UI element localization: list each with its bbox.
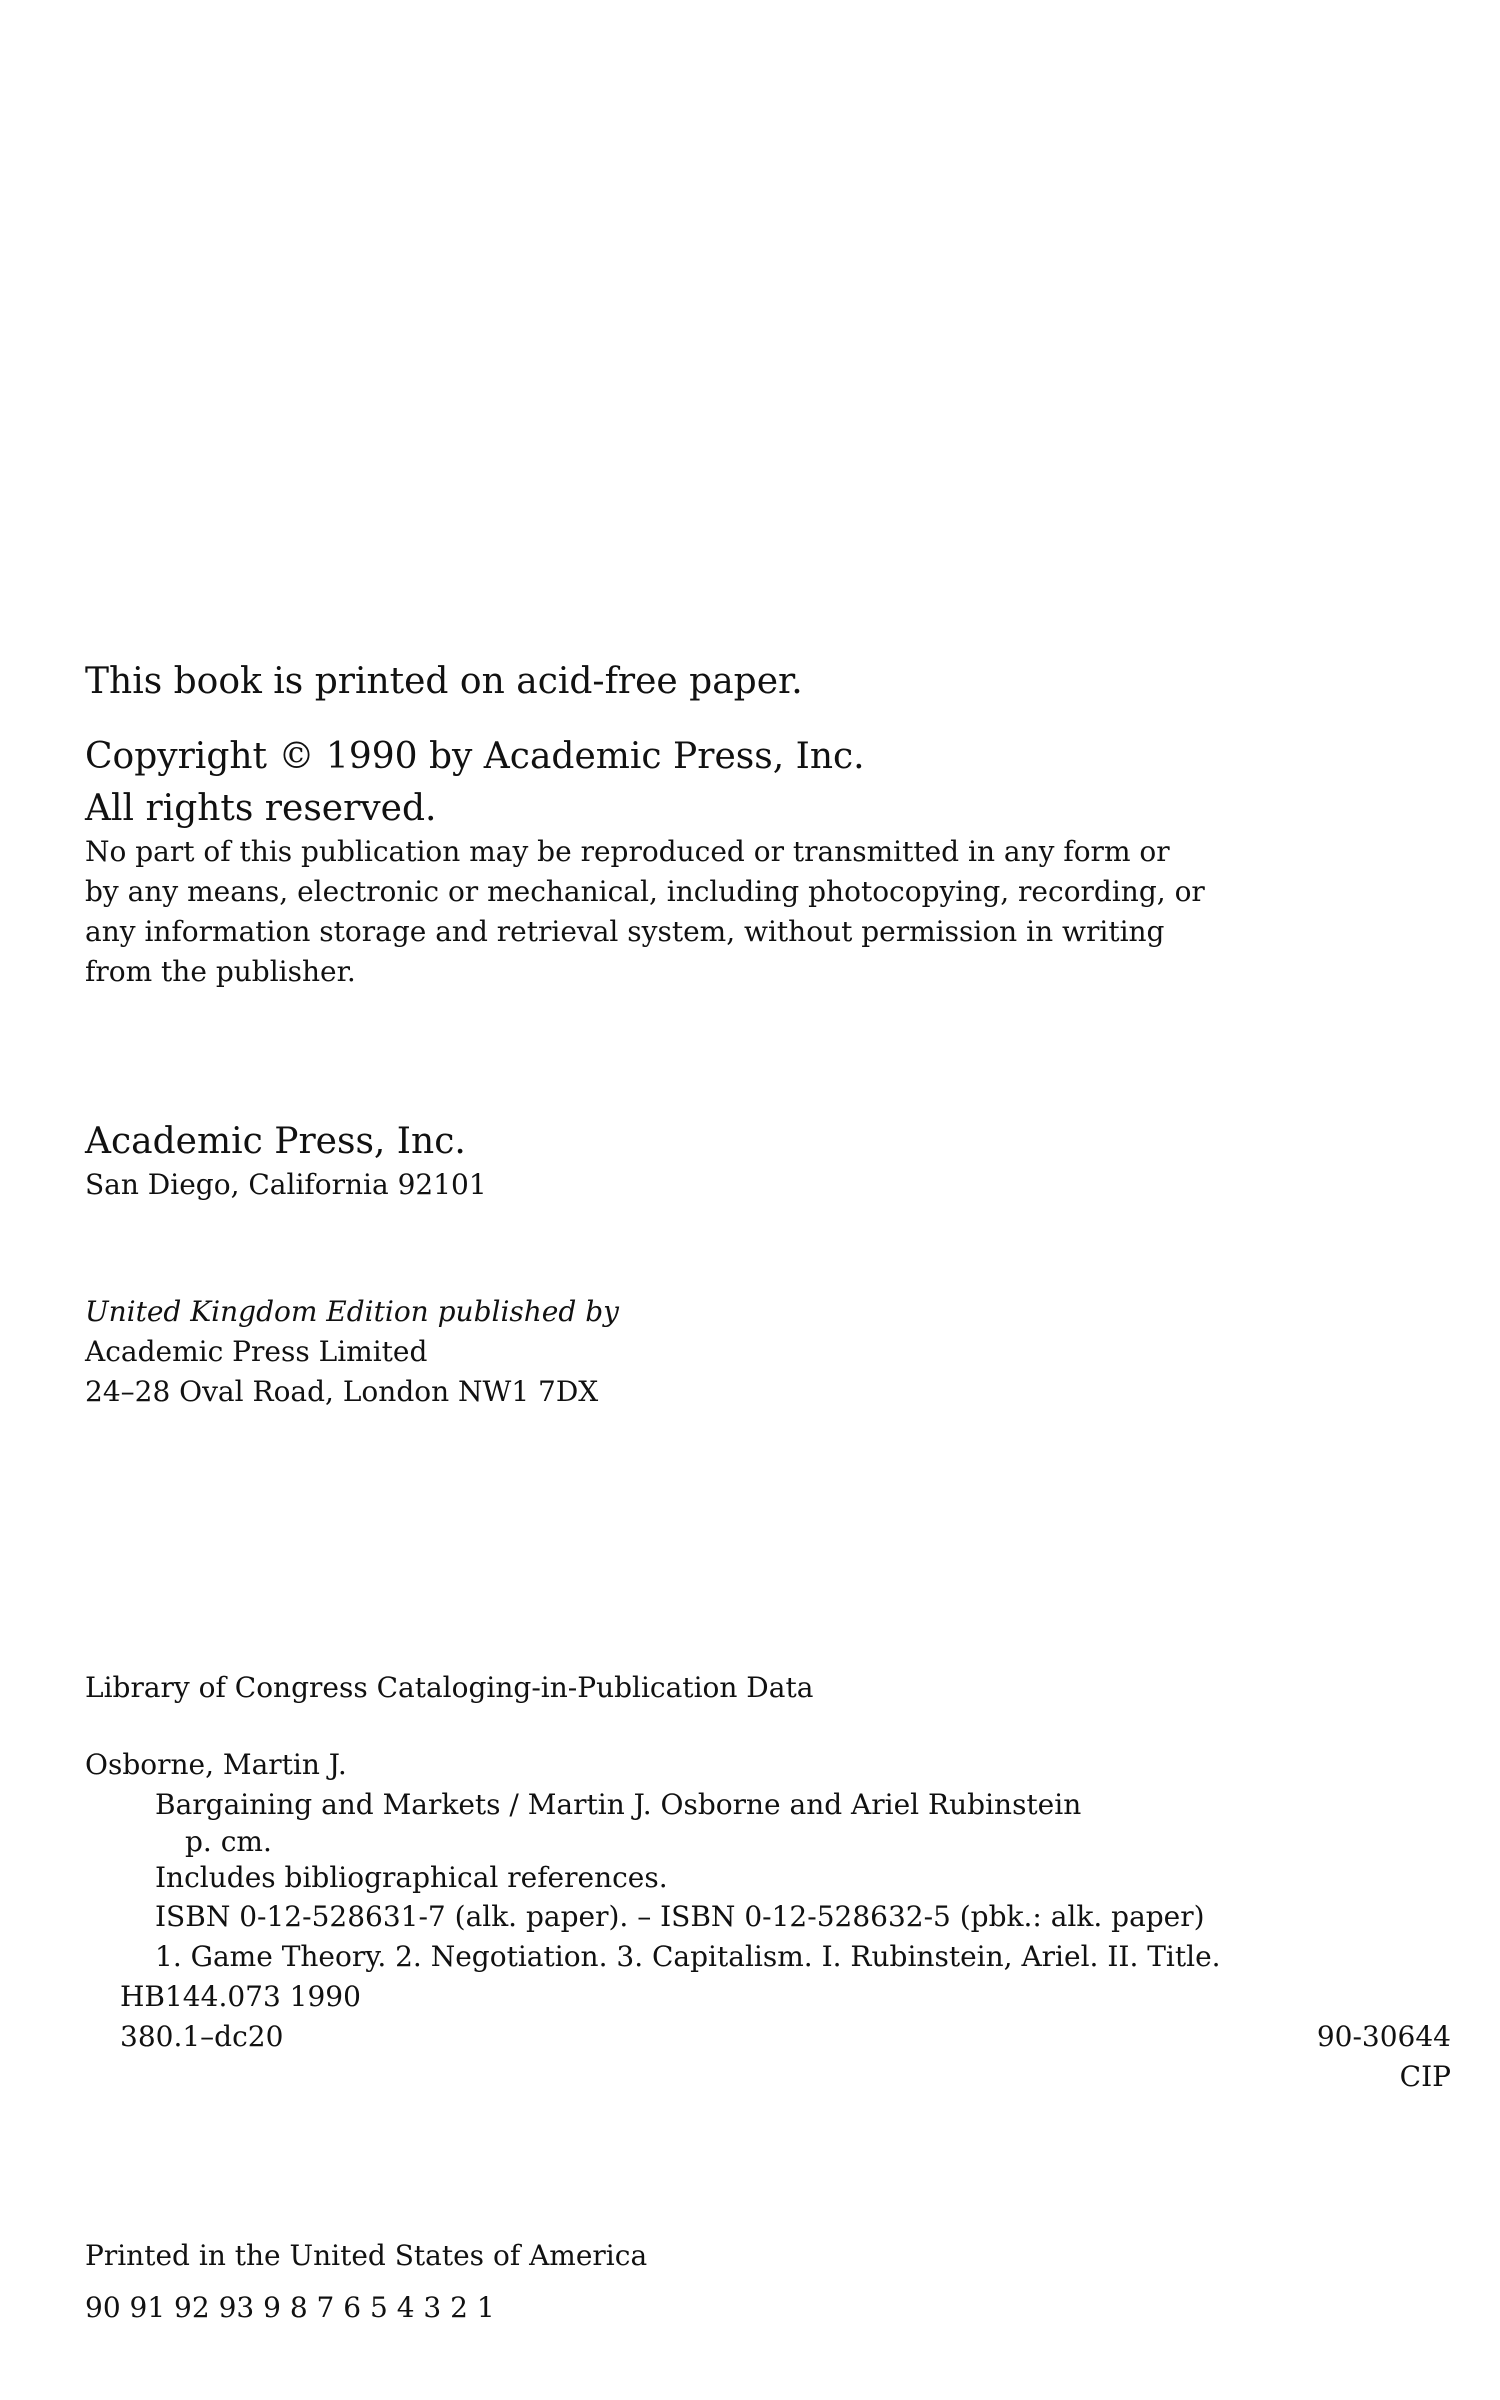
- uk-publisher-name: Academic Press Limited: [85, 1335, 428, 1368]
- cip-lc-class: HB144.073 1990: [120, 1980, 361, 2013]
- copyright-line: Copyright © 1990 by Academic Press, Inc.: [85, 736, 865, 777]
- cip-heading: Library of Congress Cataloging-in-Publication Data: [85, 1671, 814, 1704]
- uk-edition-heading: United Kingdom Edition published by: [85, 1295, 619, 1328]
- impression-line: 90 91 92 93 9 8 7 6 5 4 3 2 1: [85, 2291, 495, 2324]
- cip-label: CIP: [1399, 2060, 1451, 2093]
- cip-dewey: 380.1–dc20: [120, 2020, 284, 2053]
- cip-physical: p. cm.: [185, 1825, 272, 1858]
- cip-lccn: 90-30644: [1316, 2020, 1451, 2053]
- cip-bibliography: Includes bibliographical references.: [155, 1861, 668, 1894]
- rights-reserved: All rights reserved.: [85, 788, 437, 829]
- cip-isbn: ISBN 0-12-528631-7 (alk. paper). – ISBN 0-12-528632-5 (pbk.: alk. paper): [155, 1900, 1205, 1933]
- uk-publisher-address: 24–28 Oval Road, London NW1 7DX: [85, 1375, 599, 1408]
- publisher-name: Academic Press, Inc.: [85, 1121, 466, 1162]
- notice-line: No part of this publication may be reproduced or transmitted in any form or: [85, 835, 1170, 868]
- cip-author: Osborne, Martin J.: [85, 1748, 347, 1781]
- notice-line: by any means, electronic or mechanical, including photocopying, recording, or: [85, 875, 1205, 908]
- printed-country: Printed in the United States of America: [85, 2239, 648, 2272]
- reproduction-notice: [85, 832, 1205, 992]
- notice-line: any information storage and retrieval system, without permission in writing: [85, 915, 1165, 948]
- cip-title: Bargaining and Markets / Martin J. Osborne and Ariel Rubinstein: [155, 1788, 1082, 1821]
- notice-line: from the publisher.: [85, 955, 356, 988]
- cip-subjects: 1. Game Theory. 2. Negotiation. 3. Capitalism. I. Rubinstein, Ariel. II. Title.: [155, 1940, 1221, 1973]
- publisher-address: San Diego, California 92101: [85, 1168, 487, 1201]
- acid-free-notice: This book is printed on acid-free paper.: [85, 661, 803, 702]
